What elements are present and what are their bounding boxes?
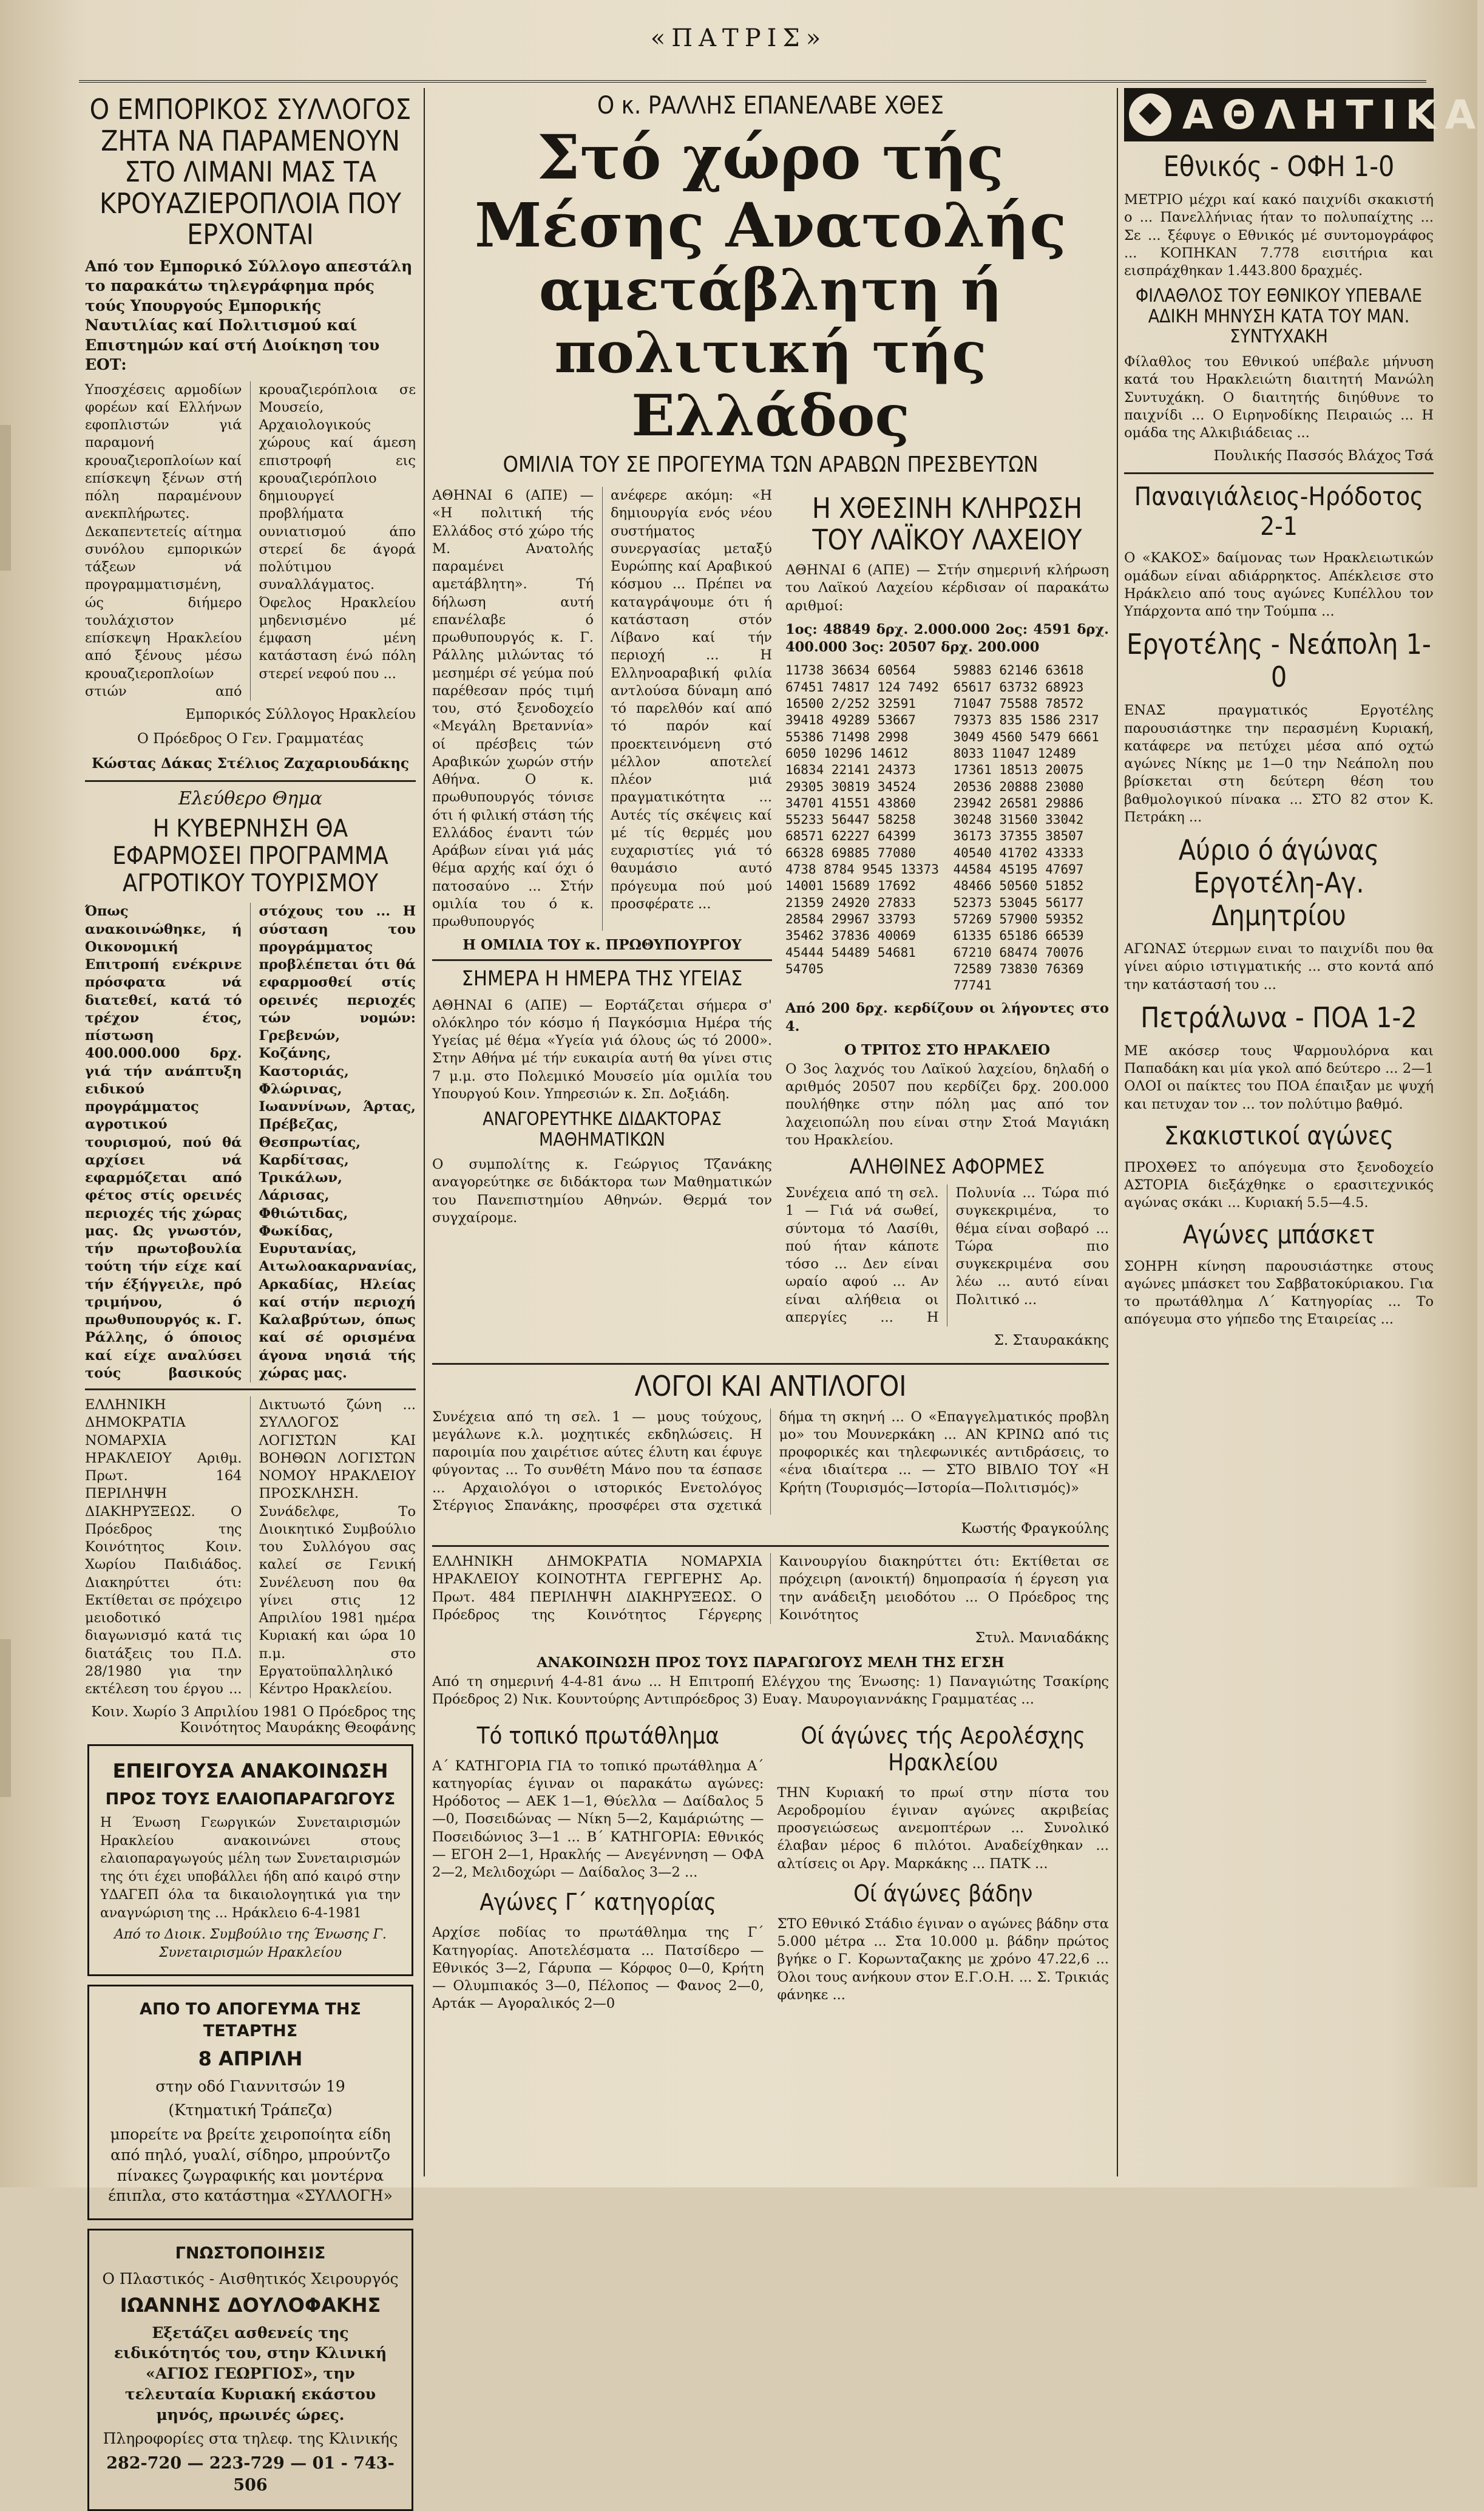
signature-community-notice: Στυλ. Μανιαδάκης	[975, 1630, 1109, 1646]
local-sports-block	[432, 1715, 1109, 2019]
lead-subhead: Η ΟΜΙΛΙΑ ΤΟΥ κ. ΠΡΩΘΥΠΟΥΡΓΟΥ	[462, 937, 742, 954]
separator	[1124, 472, 1434, 474]
body-ergotelis-neapoli: ΕΝΑΣ πραγματικός Εργοτέλης παρουσιάστηκε την περασμένη Κυριακή, κατάφερε να πετύχει μέσα από οχτώ αγώνες Νίκης με 1—0 την Νεάπολη που βρίσκεται στη δεύτερη θέση του βαθμολογικού πίνακα ... ΣΤΟ 82 στον Κ. Πετράκη ...	[1124, 702, 1434, 825]
lottery-intro: ΑΘΗΝΑΙ 6 (ΑΠΕ) — Στήν σημερινή κλήρωση του Λαϊκού Λαχείου κέρδισαν οί παρακάτω αριθμοί:	[785, 562, 1109, 614]
rubric-free-topic: Ελεύθερο Θημα	[178, 788, 322, 810]
body-fan-lawsuit: Φίλαθλος του Εθνικού υπέβαλε μήνυση κατά του Ηρακλειώτη διαιτητή Μανώλη Συντυχάκη. Ο διαιτητής διηύθυνε το παιχνίδι ... Ο Ειρηνοδίκης Πειραιώς ... Η ομάδα της Αλκιβιάδειας ...	[1124, 354, 1434, 441]
body-community-notice: ΕΛΛΗΝΙΚΗ ΔΗΜΟΚΡΑΤΙΑ ΝΟΜΑΡΧΙΑ ΗΡΑΚΛΕΙΟΥ ΚΟΙΝΟΤΗΤΑ ΓΕΡΓΕΡΗΣ Αρ. Πρωτ. 484 ΠΕΡΙΛΗΨΗ ΔΙΑΚΗΡΥΞΕΩΣ. Ο Πρόεδρος της Κοινότητος Γέργερης Καινουργίου διακηρύττει ότι: Εκτίθεται σε πρόχειρη (ανοικτή) δημοπρασία ή έργεση για την ανάδειξη μειοδότου ... Ο Πρόεδρος της Κοινότητος	[432, 1554, 1109, 1623]
body-race-walking: ΣΤΟ Εθνικό Στάδιο έγιναν ο αγώνες βάδην στα 5.000 μέτρα ... Στα 10.000 μ. βάδην πρώτος βγήκε ο Γ. Κορωνταζακης με χρόνο 47.22,6 ... Όλοι τους ανήκουν στον Ε.Γ.Ο.Η. ... Σ. Τρικιάς φάνηκε ...	[777, 1915, 1109, 2003]
signature-notices: Κοιν. Χωρίο 3 Απριλίου 1981 Ο Πρόεδρος της Κοινότητος Μαυράκης Θεοφάνης	[91, 1704, 416, 1736]
body-basketball: ΣΟΗΡΗ κίνηση παρουσιάστηκε στους αγώνες μπάσκετ του Σαββατοκύριακου. Για το πρωτάθλημα Λ΄ Κατηγορίας ... Το απόγευμα στο γήπεδο της Εταιρείας ...	[1124, 1258, 1434, 1328]
headline-third-division: Αγώνες Γ΄ κατηγορίας	[479, 1889, 717, 1916]
separator	[85, 1388, 416, 1390]
headline-doctorate: ΑΝΑΓΟΡΕΥΤΗΚΕ ΔΙΔΑΚΤΟΡΑΣ ΜΑΘΗΜΑΤΙΚΩΝ	[483, 1109, 722, 1150]
lottery-numbers-col: 11738 36634 60564 67451 74817 124 7492 16500 2/252 32591 39418 49289 53667 55386 71498 2998 6050 10296 14612 16834 22141 24373 29305 30819 34524 34701 41551 43860 55233 56447 58258 68571 62227 64399 66328 69885 77080 4738 8784 9545 13373 14001 15689 17692 21359 24920 27833 28584 29967 33793 35462 37836 40069 45444 54489 54681 54705	[785, 663, 939, 976]
headline-true-motives: ΑΛΗΘΙΝΕΣ ΑΦΟΡΜΕΣ	[849, 1155, 1045, 1180]
ad-store-line1: ΑΠΟ ΤΟ ΑΠΟΓΕΥΜΑ ΤΗΣ ΤΕΤΑΡΤΗΣ	[140, 1999, 361, 2041]
sports-banner-title: ΑΘΛΗΤΙΚΑ	[1182, 91, 1484, 138]
ad-surgeon-info: Πληροφορίες στα τηλεφ. της Κλινικής	[103, 2430, 398, 2448]
ad-surgeon-role: Ο Πλαστικός - Αισθητικός Χειρουργός	[102, 2269, 399, 2288]
body-agro-tourism: Όπως ανακοινώθηκε, ή Οικονομική Επιτροπή ενέκρινε πρόσφατα νά διατεθεί, κατά τό τρέχον έτος, πίστωση 400.000.000 δρχ. γιά τήν ανάπτυξη ειδικού προγράμματος αγροτικού τουρισμού, πού θά αρχίσει νά εφαρμόζεται από φέτος στίς ορεινές περιοχές τής χώρας μας. Ως γνωστόν, τήν πρωτοβουλία τούτη τήν είχε καί τήν έξήγγειλε, πρό τριμήνου, ό πρωθυπουργός κ. Γ. Ράλλης, ό όποιος καί είχε αναλύσει τούς βασικούς στόχους του ... Η σύσταση του προγράμματος προβλέπεται ότι θά εφαρμοσθεί στίς ορεινές περιοχές τών νομών: Γρεβενών, Κοζάνης, Καστοριάς, Φλώρινας, Ιωαννίνων, Άρτας, Πρέβεζας, Θεσπρωτίας, Καρδίτσας, Τρικάλων, Λάρισας, Φθιώτιδας, Φωκίδας, Ευρυτανίας, Αιτωλοακαρνανίας, Αρκαδίας, Ηλείας καί στήν περιοχή Καλαβρύτων, όπως καί σέ ορισμένα άγονα νησιά τής χώρας μας.	[85, 903, 417, 1381]
lottery-numbers-col: 59883 62146 63618 65617 63732 68923 71047 75588 78572 79373 835 1586 2317 3049 4560 5479 6661 8033 11047 12489 17361 18513 20075 20536 20888 23080 23942 26581 29886 30248 31560 33042 36173 37355 38507 40540 41702 43333 44584 45195 47697 48466 50560 51852 52373 53045 56177 57269 57900 59352 61335 65186 66539 67210 68474 70076 72589 73830 76369 77741	[953, 663, 1099, 993]
headline-agro-tourism: Η ΚΥΒΕΡΝΗΣΗ ΘΑ ΕΦΑΡΜΟΣΕΙ ΠΡΟΓΡΑΜΜΑ ΑΓΡΟΤΙΚΟΥ ΤΟΥΡΙΣΜΟΥ	[112, 815, 388, 897]
binding-mark	[0, 1639, 11, 1797]
ad-surgeon	[87, 2229, 413, 2511]
lead-deck: ΟΜΙΛΙΑ ΤΟΥ ΣΕ ΠΡΟΓΕΥΜΑ ΤΩΝ ΑΡΑΒΩΝ ΠΡΕΣΒΕΥΤΩΝ	[503, 452, 1038, 478]
lead-banner-second: αμετάβλητη ή πολιτική τής Ελλάδος	[538, 257, 1003, 449]
ad-olive-subtitle: ΠΡΟΣ ΤΟΥΣ ΕΛΑΙΟΠΑΡΑΓΩΓΟΥΣ	[105, 1789, 396, 1809]
lead-body: ΑΘΗΝΑΙ 6 (ΑΠΕ) — «Η πολιτική τής Ελλάδος στό χώρο τής Μ. Ανατολής παραμένει αμετάβλητη». Τή δήλωση αυτή επανέλαβε ό πρωθυπουργός κ. Γ. Ράλλης μιλώντας τό μεσημέρι σέ γεύμα πού παρέθεσαν πρός τιμή του, στό ξενοδοχείο «Μεγάλη Βρεταννία» οί πρέσβεις τών Αραβικών χωρών στήν Αθήνα. Ο κ. πρωθυπουργός τόνισε ότι ή φιλική στάση τής Ελλάδος έναντι τών Αράβων είναι γιά μάς θέμα αρχής καί όχι ό πατοσαύνο ... Στήν ομιλία του ό κ. πρωθυπουργός ανέφερε ακόμη: «Η δημιουργία ενός νέου συστήματος συνεργασίας μεταξύ Ευρώπης καί Αραβικού κόσμου ... Πρέπει να καταγράψουμε ότι ή κατάσταση στόν Λίβανο καί τήν περιοχή ... Η Ελληνοαραβική φιλία αντλούσα δύναμη από τό παρελθόν καί από τό παρόν καί προεκτεινόμενη στό μέλλον αποτελεί πλέον μιά πραγματικότητα ... Αυτές τίς σκέψεις καί μέ τίς θερμές μου ευχαριστίες γιά τό θαυμάσιο αυτό πρόγευμα πού μού προσφέρατε ...	[432, 488, 772, 930]
ad-olive-body: Η Ένωση Γεωργικών Συνεταιρισμών Ηρακλείου ανακοινώνει στους ελαιοπαραγωγούς μέλη των Συνεταιρισμών της ότι έχει υποβάλλει ήδη από καιρό στην ΥΔΑΓΕΠ όλα τα δικαιολογητικά για την αναγνώριση της ... Ηράκλειο 6-4-1981	[100, 1815, 401, 1921]
body-local-league: Α΄ ΚΑΤΗΓΟΡΙΑ ΓΙΑ το τοπικό πρωτάθλημα Α΄ κατηγορίας έγιναν οι παρακάτω αγώνες: Ηρόδοτος — ΑΕΚ 1—1, Θύελλα — Δαίδαλος 5—0, Ποσειδώνας — Νίκη 5—2, Καμάριώτης — Ποσειδώνιος 3—1 ... Β΄ ΚΑΤΗΓΟΡΙΑ: Εθνικός — ΕΓΟΗ 2—1, Ηρακλής — Ανεγέννηση — ΟΦΑ 2—2, Μελιδοχώρι — Δαίδαλος 3—2 ...	[432, 1758, 764, 1881]
lead-banner: Στό χώρο τής Μέσης Ανατολής	[474, 121, 1067, 261]
top-rule	[79, 80, 1426, 83]
ad-store-date: 8 ΑΠΡΙΛΗ	[198, 2047, 303, 2071]
body-chess: ΠΡΟΧΘΕΣ το απόγευμα στο ξενοδοχείο ΑΣΤΟΡΙΑ διεξάχθηκε ο ερασιτεχνικός αγώνας σκάκι ... Κυριακή 5.5—4.5.	[1124, 1159, 1434, 1211]
headline-aeroclub: Οί άγώνες τής Αερολέσχης Ηρακλείου	[801, 1722, 1086, 1776]
ad-surgeon-name: ΙΩΑΝΝΗΣ ΔΟΥΛΟΦΑΚΗΣ	[120, 2294, 381, 2317]
body-health-day: ΑΘΗΝΑΙ 6 (ΑΠΕ) — Εορτάζεται σήμερα σ' ολόκληρο τόν κόσμο ή Παγκόσμια Ημέρα τής Υγείας μέ θέμα «Υγεία γιά όλους ώς τό 2000». Στην Αθήνα μέ τήν ευκαιρία αυτή θα γίνει στις 7 μ.μ. στο Πολεμικό Μουσείο μία ομιλία του Υπουργού Κοιν. Υπηρεσιών κ. Σπ. Δοξιάδη.	[432, 997, 772, 1102]
lead-block	[432, 487, 1109, 1357]
headline-commerce: Ο ΕΜΠΟΡΙΚΟΣ ΣΥΛΛΟΓΟΣ ΖΗΤΑ ΝΑ ΠΑΡΑΜΕΝΟΥΝ ΣΤΟ ΛΙΜΑΝΙ ΜΑΣ ΤΑ ΚΡΟΥΑΖΙΕΡΟΠΛΟΙΑ ΠΟΥ ΕΡΧΟΝΤΑΙ	[89, 93, 412, 251]
air-and-walk	[778, 1715, 1110, 2019]
ad-store-bank: (Κτηματική Τράπεζα)	[168, 2101, 333, 2119]
signature-commerce-org: Εμπορικός Σύλλογος Ηρακλείου	[185, 707, 416, 723]
body-aeroclub: ΤΗΝ Κυριακή το πρωί στην πίστα του Αεροδρομίου έγιναν αγώνες ακριβείας προσγειώσεως ανεμοπτέρων ... Συνολικό έλαβαν μέρος 6 πιλότοι. Αναδείχθηκαν ... αλτίσεις οι Αργ. Μαρκάκης ... ΠΑΤΚ ...	[777, 1784, 1109, 1872]
body-true-motives: Συνέχεια από τη σελ. 1 — Γιά νά σωθεί, σύντομα τό Λασίθι, πού ήταν κάποτε τόσο ... Δεν είναι ωραίο αφού ... Αν είναι αλήθεια οι απεργίες ... Η Πολυνία ... Τώρα πιό συγκεκριμένα, το θέμα είναι σοβαρό ... Τώρα πιο συγκεκριμένα σου λέω ... αυτό είναι Πολιτικό ...	[785, 1185, 1109, 1325]
football-icon	[1129, 93, 1171, 136]
left-column	[85, 88, 417, 2495]
lottery-prizes: 1ος: 48849 δρχ. 2.000.000 2ος: 4591 δρχ. 400.000 3ος: 20507 δρχ. 200.000	[785, 621, 1109, 656]
signature-commerce-names: Κώστας Δάκας Στέλιος Ζαχαριουδάκης	[92, 755, 409, 772]
headline-basketball: Αγώνες μπάσκετ	[1182, 1219, 1375, 1249]
headline-fan-lawsuit: ΦΙΛΑΘΛΟΣ ΤΟΥ ΕΘΝΙΚΟΥ ΥΠΕΒΑΛΕ ΑΔΙΚΗ ΜΗΝΥΣΗ ΚΑΤΑ ΤΟΥ ΜΑΝ. ΣΥΝΤΥΧΑΚΗ	[1135, 285, 1423, 348]
ad-olive-title: ΕΠΕΙΓΟΥΣΑ ΑΝΑΚΟΙΝΩΣΗ	[112, 1759, 388, 1783]
body-words-and-counterwords: Συνέχεια από τη σελ. 1 — μους τούχους, μεγάλωνε κ.λ. μοχητικές εκδηλώσεις. Η παροιμία που χαιρέτισε αύτες έλυτη και έφυγε φύγοντας ... Το συνθέτη Μάνο που τα έσπασε ... Αρχαιολόγοι ο ιστορικός Ενετολόγος Στέργιος Σπανάκης, προσφέρει στα σχετικά δήμα τη σκηνή ... Ο «Επαγγελματικός προβλη μο» του Μουνερκάκη ... ΑΝ ΚΡΙΝΩ από τις προφορικές και τηλεφωνικές αντιδράσεις, το «ένα ιδιαίτερα ... — ΣΤΟ ΒΙΒΛΙΟ ΤΟΥ «Η Κρήτη (Τουρισμός—Ιστορία—Πολιτισμός)»	[432, 1408, 1109, 1514]
separator	[432, 959, 772, 961]
lottery-block	[785, 487, 1109, 1357]
body-doctorate: Ο συμπολίτης κ. Γεώργιος Τζανάκης αναγορεύτηκε σε διδάκτορα των Μαθηματικών του Πανεπιστημίου Αθηνών. Θερμά τον συγχαίρομε.	[432, 1157, 772, 1226]
headline-third-prize: Ο ΤΡΙΤΟΣ ΣΤΟ ΗΡΑΚΛΕΙΟ	[844, 1041, 1051, 1058]
headline-lottery: Η ΧΘΕΣΙΝΗ ΚΛΗΡΩΣΗ ΤΟΥ ΛΑΪΚΟΥ ΛΑΧΕΙΟΥ	[811, 492, 1083, 556]
sports-banner	[1124, 88, 1484, 141]
masthead: «ΠΑΤΡΙΣ»	[650, 24, 827, 52]
lead-commerce: Από τον Εμπορικό Σύλλογο απεστάλη το παρακάτω τηλεγράφημα πρός τούς Υπουργούς Εμπορικής Ναυτιλίας καί Πολιτισμού καί Επιστημών καί στή Διοίκηση του ΕΟΤ:	[85, 257, 413, 374]
lottery-numbers	[785, 662, 1109, 994]
separator	[432, 1363, 1109, 1365]
column-rule	[424, 88, 425, 2176]
headline-words-and-counterwords: ΛΟΓΟΙ ΚΑΙ ΑΝΤΙΛΟΓΟΙ	[634, 1370, 907, 1403]
signature-words: Κωστής Φραγκούλης	[961, 1521, 1109, 1537]
lead-left	[432, 487, 772, 1357]
signature-true-motives: Σ. Σταυρακάκης	[994, 1333, 1109, 1349]
headline-ethnikos-ofi: Εθνικός - ΟΦΗ 1-0	[1163, 150, 1395, 183]
body-tomorrow-match: ΑΓΩΝΑΣ ύτερμων ειναι το παιχνίδι που θα γίνει αύριο ιστιγματικής ... στο κοντά από την κατάστασή του ...	[1124, 941, 1434, 993]
headline-tomorrow-match: Αύριο ό άγώνας Εργοτέλη-Αγ. Δημητρίου	[1178, 834, 1380, 933]
body-egsi: Από τη σημερινή 4-4-81 άνω ... Η Επιτροπή Ελέγχου της Ένωσης: 1) Παναγιώτης Τσακίρης Πρόεδρος 2) Νικ. Κουντούρης Αντιπρόεδρος 3) Ευαγ. Μαυρογιαννάκης Γραμματέας ...	[432, 1674, 1109, 1708]
headline-local-league: Τό τοπικό πρωτάθλημα	[476, 1722, 719, 1749]
ad-olive-signature: Από το Διοικ. Συμβούλιο της Ένωσης Γ. Συνεταιρισμών Ηρακλείου	[114, 1927, 387, 1960]
local-league	[432, 1715, 764, 2019]
headline-ergotelis-neapoli: Εργοτέλης - Νεάπολη 1-0	[1127, 628, 1431, 694]
separator	[432, 1545, 1109, 1547]
lineup-ethnikos: Πουλικής Πασσός Βλάχος Τσά	[1213, 448, 1434, 464]
column-rule	[1117, 88, 1118, 2176]
binding-mark	[0, 425, 11, 571]
ad-collection-store	[87, 1985, 413, 2221]
center-column	[432, 88, 1109, 2176]
ad-surgeon-title: ΓΝΩΣΤΟΠΟΙΗΣΙΣ	[175, 2244, 326, 2263]
body-notices: ΕΛΛΗΝΙΚΗ ΔΗΜΟΚΡΑΤΙΑ ΝΟΜΑΡΧΙΑ ΗΡΑΚΛΕΙΟΥ Αριθμ. Πρωτ. 164 ΠΕΡΙΛΗΨΗ ΔΙΑΚΗΡΥΞΕΩΣ. Ο Πρόεδρος της Κοινότητος Κοιν. Χωρίου Παιδιάδος. Διακηρύττει ότι: Εκτίθεται σε πρόχειρο μειοδοτικό διαγωνισμό κατά τις διατάξεις του Π.Δ. 28/1980 για την εκτέλεση του έργου ... Δικτυωτό ζώνη ... ΣΥΛΛΟΓΟΣ ΛΟΓΙΣΤΩΝ ΚΑΙ ΒΟΗΘΩΝ ΛΟΓΙΣΤΩΝ ΝΟΜΟΥ ΗΡΑΚΛΕΙΟΥ ΠΡΟΣΚΛΗΣΗ. Συνάδελφε, Το Διοικητικό Συμβούλιο του Συλλόγου σας καλεί σε Γενική Συνέλευση που θα γίνει στις 12 Απριλίου 1981 ημέρα Κυριακή και ώρα 10 π.μ. στο Εργατοϋπαλληλικό Κέντρο Ηρακλείου.	[85, 1397, 416, 1697]
ad-surgeon-body: Εξετάζει ασθενείς της ειδικότητός του, στην Κλινική «ΑΓΙΟΣ ΓΕΩΡΓΙΟΣ», την τελευταία Κυριακή εκάστου μηνός, πρωινές ώρες.	[114, 2323, 387, 2424]
body-third-prize: Ο 3ος λαχνός του Λαϊκού λαχείου, δηλαδή ο αριθμός 20507 που κερδίζει δρχ. 200.000 πουλήθηκε στην πόλη μας από τον λαχειοπώλη που είναι στην Στοά Μαγιάκη του Ηρακλείου.	[785, 1061, 1109, 1148]
headline-petralona-poa: Πετράλωνα - ΠΟΑ 1-2	[1140, 1001, 1417, 1034]
headline-chess: Σκακιστικοί αγώνες	[1164, 1120, 1394, 1150]
body-petralona-poa: ΜΕ ακόσερ τους Ψαρμουλόρνα και Παπαδάκη και μία γκολ από δεύτερο ... 2—1 ΟΛΟΙ οι παίκτες του ΠΟΑ έπαιξαν με ψυχή και πετυχαν τον ... τον πολύτιμο βαθμό.	[1124, 1042, 1434, 1112]
headline-panegialios: Παναιγιάλειος-Ηρόδοτος 2-1	[1134, 481, 1424, 542]
sports-column	[1124, 88, 1484, 2176]
separator	[85, 780, 416, 782]
headline-egsi: ΑΝΑΚΟΙΝΩΣΗ ΠΡΟΣ ΤΟΥΣ ΠΑΡΑΓΩΓΟΥΣ ΜΕΛΗ ΤΗΣ ΕΓΣΗ	[537, 1654, 1005, 1671]
body-third-division: Αρχίσε ποδίας το πρωτάθλημα της Γ΄ Κατηγορίας. Αποτελέσματα ... Πατσίδερο — Εθνικός 3—2, Γάρυπα — Κόρφος 0—0, Κρήτη — Ολυμπιακός 3—0, Πέλοπος — Φανος 2—0, Αρτάκ — Αγοραλικός 2—0	[432, 1925, 764, 2012]
headline-health-day: ΣΗΜΕΡΑ Η ΗΜΕΡΑ ΤΗΣ ΥΓΕΙΑΣ	[461, 967, 743, 991]
ad-surgeon-phone: 282-720 — 223-729 — 01 - 743-506	[106, 2454, 395, 2495]
lead-kicker: Ο κ. ΡΑΛΛΗΣ ΕΠΑΝΕΛΑΒΕ ΧΘΕΣ	[597, 92, 944, 120]
ad-store-address: στην οδό Γιαννιτσών 19	[155, 2077, 345, 2095]
signature-commerce-roles: Ο Πρόεδρος Ο Γεν. Γραμματέας	[137, 731, 364, 747]
lottery-footer: Από 200 δρχ. κερδίζουν οι λήγοντες στο 4.	[785, 1001, 1109, 1035]
body-ethnikos-ofi: ΜΕΤΡΙΟ μέχρι καί κακό παιχνίδι σκακιστή ο ... Πανελλήνιας ήταν το πολυπαίχτης ... Σε ... ξέφυγε ο Εθνικός μέ συντομογράφος ... ΚΟΠΗΚΑΝ 7.778 εισιτήρια και εισπράχθηκαν 1.443.800 δραχμές.	[1124, 192, 1434, 279]
body-panegialios: Ο «ΚΑΚΟΣ» δαίμονας των Ηρακλειωτικών ομάδων είναι αδιάρρηκτος. Απέκλεισε στο Ηράκλειο από τους αγώνες Κυπέλλου τον Υπάρχοντα από την Τούμπα ...	[1124, 550, 1434, 620]
headline-race-walking: Οί άγώνες βάδην	[853, 1880, 1033, 1907]
ad-olive-growers	[87, 1744, 413, 1976]
ad-store-body: μπορείτε να βρείτε χειροποίητα είδη από πηλό, γυαλί, σίδηρο, μπρούντζο πίνακες ζωγραφικής και μοντέρνα έπιπλα, στο κατάστημα «ΣΥΛΛΟΓΗ»	[108, 2125, 393, 2205]
body-commerce: Υποσχέσεις αρμοδίων φορέων καί Ελλήνων εφοπλιστών γιά παραμονή κρουαζιεροπλοίων καί επίσκεψη ξένων στή πόλη παραμένουν ανεκπλήρωτες. Δεκαπεντετείς αίτημα συνόλου εμπορικών τάξεων νά προγραμματισμένη, ώς διήμερο τουλάχιστον επίσκεψη Ηρακλείου από ξένους μέσω κρουαζιεροπλοίων στιών από κρουαζιερόπλοια σε Μουσείο, Αρχαιολογικούς χώρους καί άμεση επιστροφή εις κρουαζιερόπλοιο δημιουργεί προβλήματα ουνιατισμού άπο στερεί δε άγορά πολύτιμου συναλλάγματος. Όφελος Ηρακλείου μηδενισμένο μέ έμφαση μένη κατάσταση ένώ πόλη στερεί νεφού που ...	[85, 381, 416, 699]
